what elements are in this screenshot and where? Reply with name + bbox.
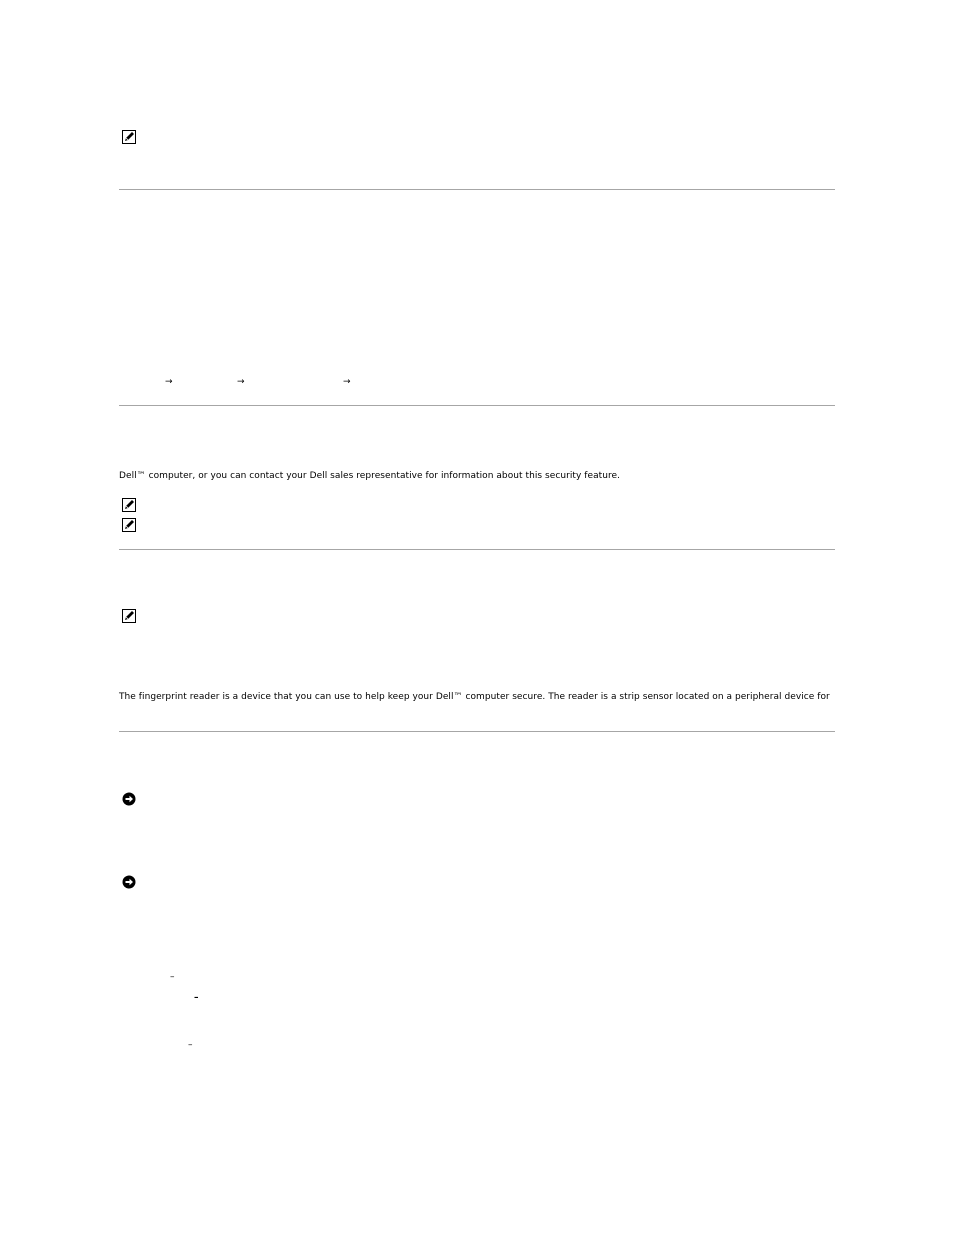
note-pencil-icon [122,609,136,623]
menu-path-arrow: → [237,377,245,387]
notice-arrow-icon [122,875,136,889]
section-divider [119,189,835,190]
fingerprint-paragraph: The fingerprint reader is a device that you can use to help keep your Dell™ computer secure. The reader is a strip sensor located on a peripheral device for [119,692,830,702]
note-pencil-icon [122,130,136,144]
section-divider [119,731,835,732]
list-dash-marker: – [194,993,199,1003]
menu-path-arrow: → [343,377,351,387]
list-dash-marker: – [188,1040,193,1050]
notice-arrow-icon [122,792,136,806]
dell-contact-paragraph: Dell™ computer, or you can contact your Dell sales representative for information about this security feature. [119,471,621,481]
note-pencil-icon [122,518,136,532]
section-divider [119,405,835,406]
menu-path-arrow: → [165,377,173,387]
note-pencil-icon [122,498,136,512]
list-dash-marker: – [170,972,175,982]
section-divider [119,549,835,550]
